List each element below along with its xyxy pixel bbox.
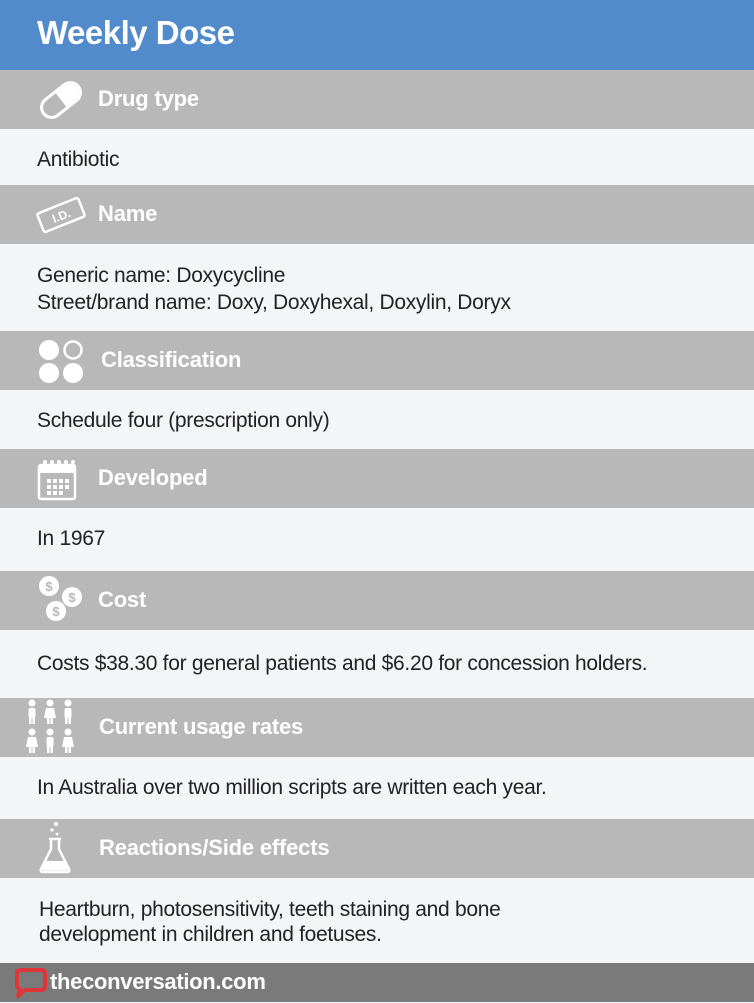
- section-bar-reactions: [0, 819, 754, 878]
- section-label: Name: [98, 201, 158, 226]
- section-bar-developed: [0, 449, 754, 508]
- classification-circles-icon: [36, 337, 86, 385]
- header-banner: [0, 0, 754, 70]
- speech-bubble-logo-icon: [12, 968, 48, 998]
- coins-icon: [36, 573, 86, 627]
- section-label: Reactions/Side effects: [99, 835, 330, 860]
- section-label: Cost: [98, 587, 147, 612]
- id-tag-icon: [36, 191, 86, 239]
- section-bar-cost: [0, 571, 754, 630]
- content-line: In 1967: [37, 527, 105, 550]
- content-line: Costs $38.30 for general patients and $6.20 for concession holders.: [37, 652, 648, 675]
- section-content-cost: [37, 650, 647, 677]
- section-content-usage: [37, 774, 547, 801]
- svg-text:I.D.: I.D.: [50, 205, 73, 226]
- calendar-icon: [36, 455, 86, 503]
- flask-icon: [38, 821, 72, 875]
- section-label: Current usage rates: [99, 714, 304, 739]
- section-content-reactions: [39, 897, 500, 947]
- content-line: Generic name: Doxycycline: [37, 264, 286, 287]
- section-content-developed: [37, 525, 105, 552]
- content-line: Antibiotic: [37, 148, 120, 171]
- capsule-icon: [36, 76, 86, 124]
- svg-text:$: $: [45, 579, 53, 594]
- svg-text:$: $: [52, 604, 60, 619]
- section-label: Drug type: [98, 86, 199, 111]
- content-line: Schedule four (prescription only): [37, 409, 330, 432]
- footer-site-link[interactable]: theconversation.com: [50, 969, 266, 994]
- people-icon: [24, 699, 76, 755]
- section-content-drug-type: [37, 146, 119, 173]
- section-label: Developed: [98, 465, 208, 490]
- section-bar-usage: [0, 698, 754, 757]
- content-line: Street/brand name: Doxy, Doxyhexal, Doxylin, Doryx: [37, 291, 511, 314]
- section-content-classification: [37, 407, 329, 434]
- content-line: development in children and foetuses.: [39, 923, 382, 946]
- page-title: Weekly Dose: [37, 14, 235, 51]
- section-bar-name: [0, 185, 754, 244]
- footer-bar: [0, 963, 754, 1002]
- section-bar-classification: [0, 331, 754, 390]
- section-bar-drug-type: [0, 70, 754, 129]
- svg-text:$: $: [68, 590, 76, 605]
- section-label: Classification: [101, 347, 242, 372]
- content-line: Heartburn, photosensitivity, teeth staining and bone: [39, 898, 501, 921]
- section-content-name: [37, 262, 511, 316]
- content-line: In Australia over two million scripts are written each year.: [37, 776, 547, 799]
